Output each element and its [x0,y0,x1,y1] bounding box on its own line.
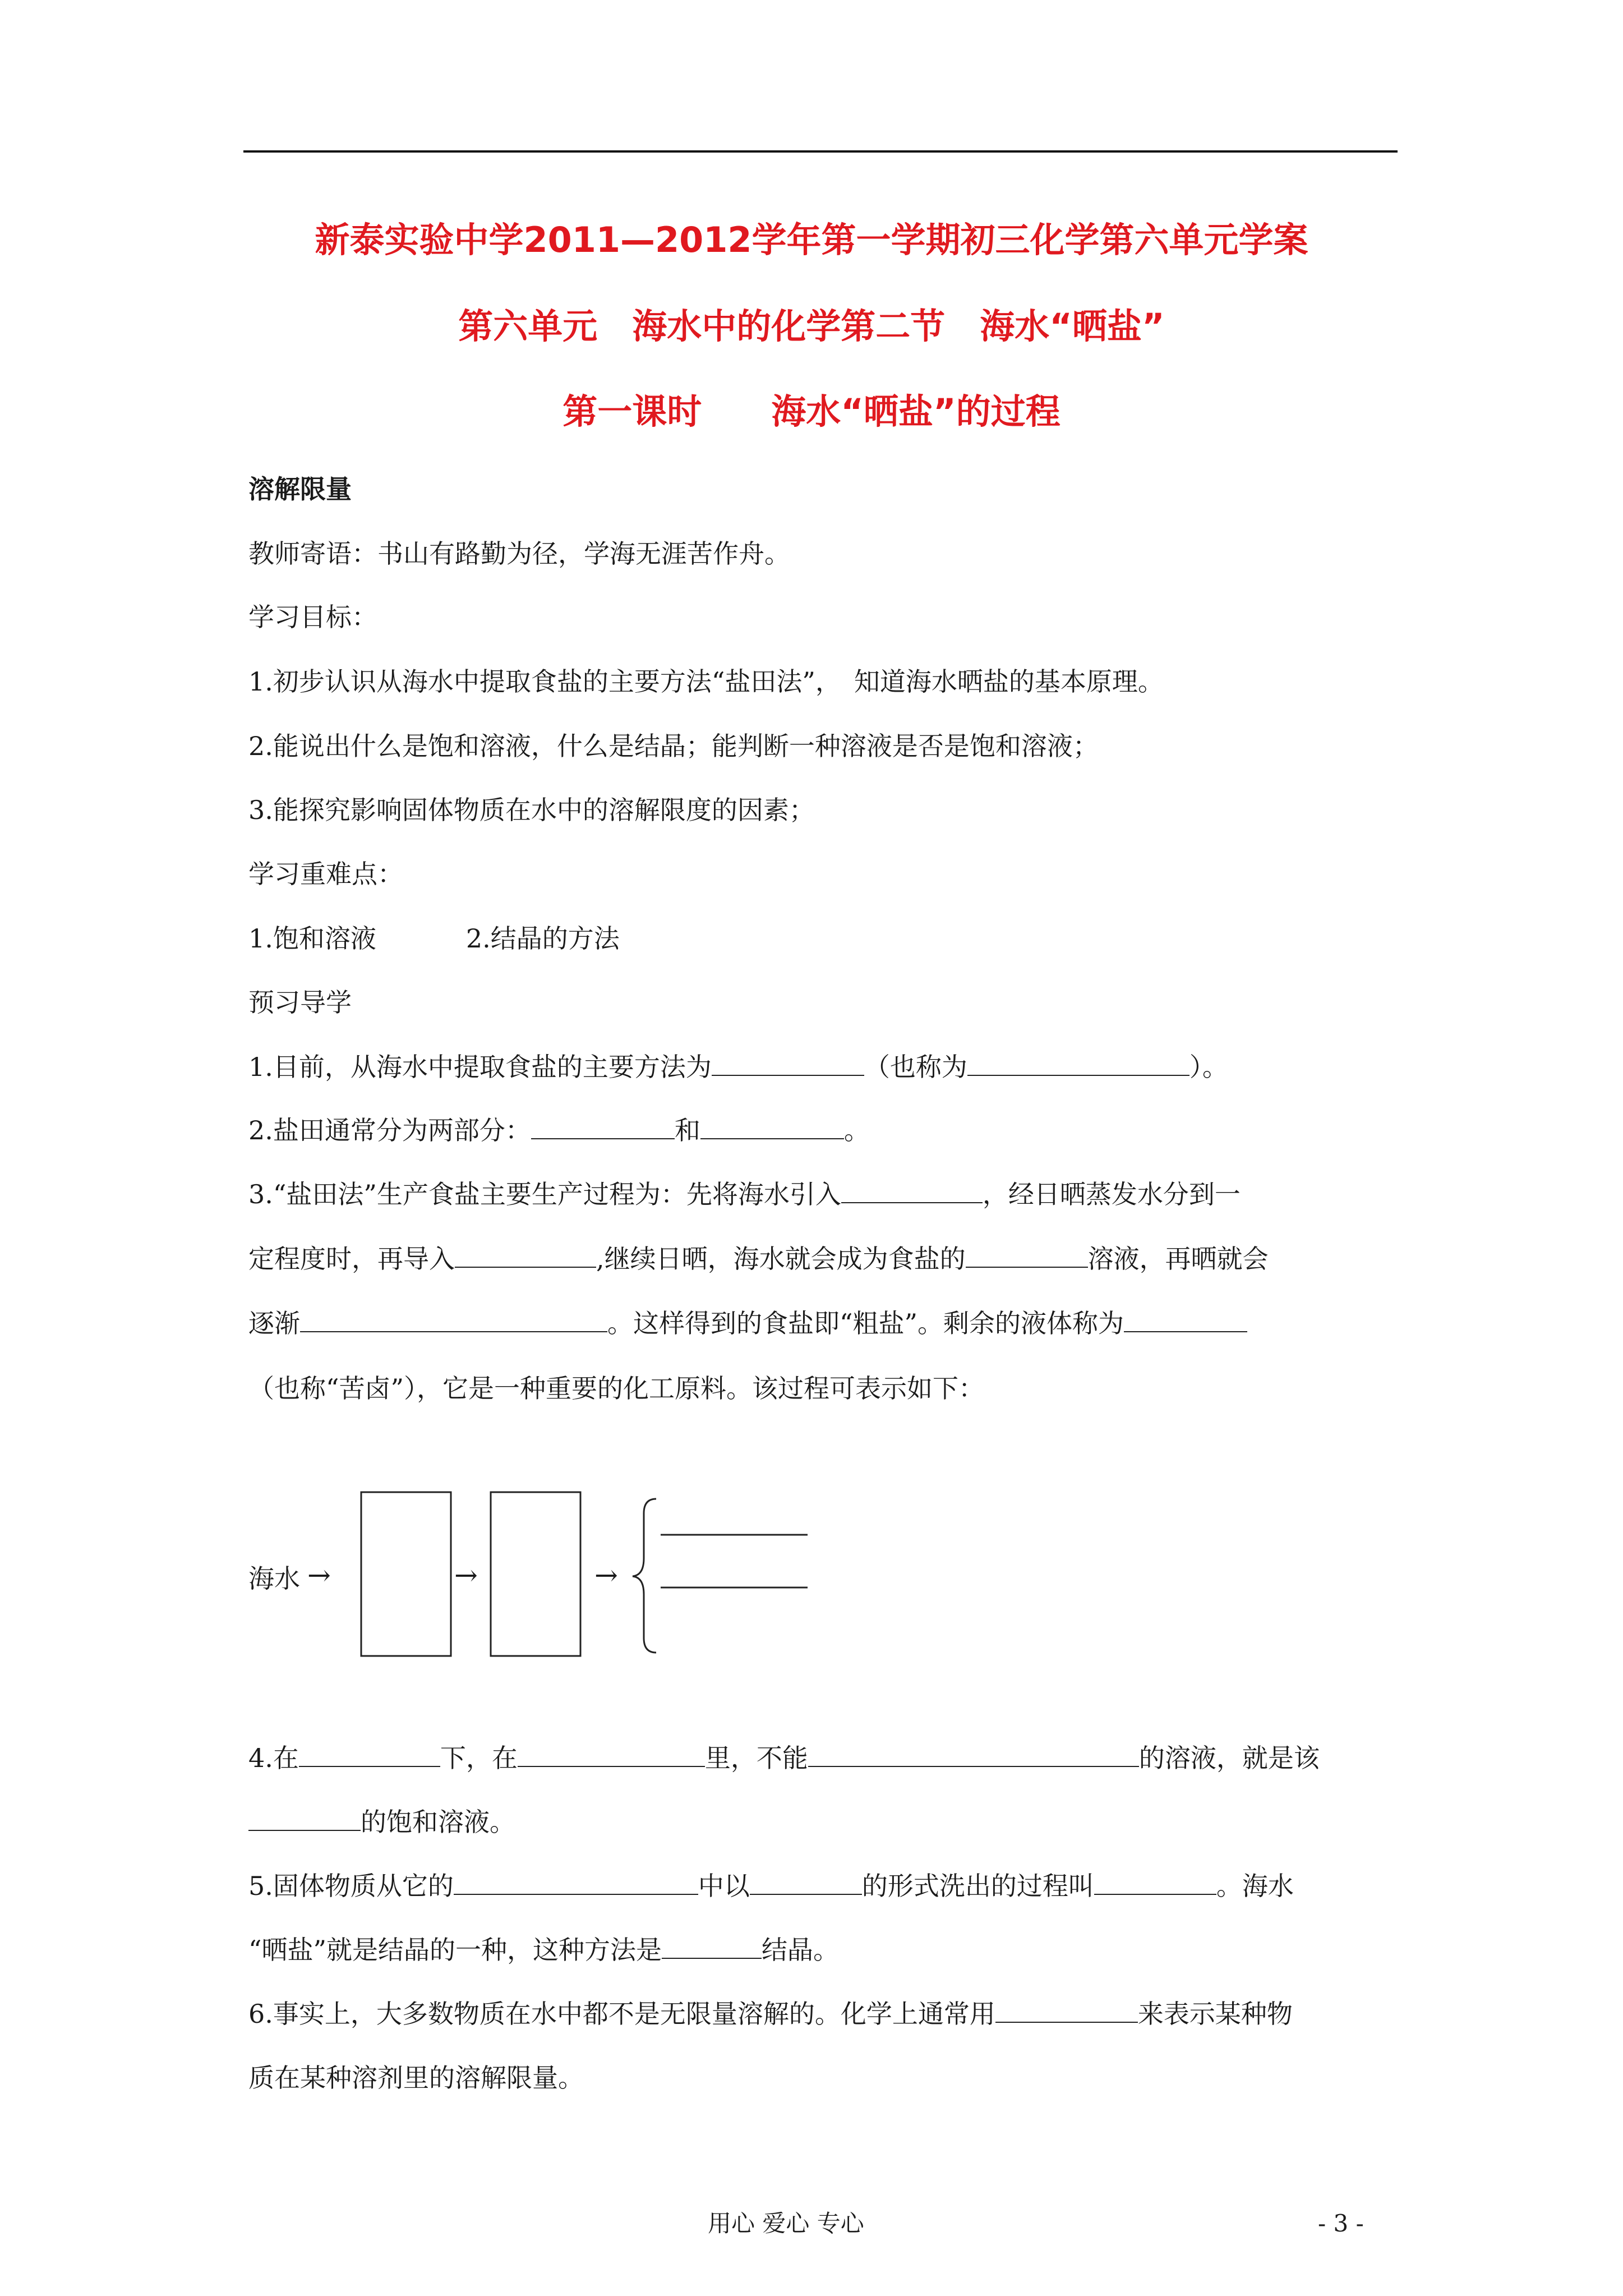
process-box-2[interactable] [491,1492,580,1656]
question-5-line-1: 5.固体物质从它的 中以 的形式洗出的过程叫 。海水 [248,1868,1294,1904]
brace-icon [633,1499,656,1653]
answer-blank[interactable] [518,1741,705,1767]
key-points-heading: 学习重难点： [248,859,403,889]
answer-blank[interactable] [299,1741,440,1767]
goal-item: 1.初步认识从海水中提取食盐的主要方法“盐田法”， 知道海水晒盐的基本原理。 [248,666,1164,697]
school-title: 新泰实验中学2011—2012学年第一学期初三化学第六单元学案 [315,219,1308,260]
question-5-line-2: “晒盐”就是结晶的一种，这种方法是 结晶。 [248,1932,839,1968]
question-3-line-1: 3.“盐田法”生产食盐主要生产过程为：先将海水引入 ，经日晒蒸发水分到一 [248,1176,1241,1212]
unit-title: 第六单元 海水中的化学第二节 海水“晒盐” [458,306,1165,347]
question-4-line-2: 的饱和溶液。 [248,1804,515,1840]
goal-item: 2.能说出什么是饱和溶液，什么是结晶；能判断一种溶液是否是饱和溶液； [248,731,1099,761]
question-3-line-3: 逐渐 。这样得到的食盐即“粗盐”。剩余的液体称为 [248,1305,1247,1341]
answer-blank[interactable] [662,1933,762,1959]
goals-heading: 学习目标： [248,602,377,632]
diagram-source-label: 海水 [248,1563,300,1594]
page-number: - 3 - [1318,2210,1364,2237]
section-title: 溶解限量 [248,474,352,504]
lesson-title: 第一课时 海水“晒盐”的过程 [562,391,1061,432]
answer-blank[interactable] [454,1869,698,1895]
teacher-quote: 教师寄语：书山有路勤为径，学海无涯苦作舟。 [248,539,790,569]
footer-motto: 用心 爱心 专心 [708,2210,864,2237]
answer-blank[interactable] [995,1997,1138,2023]
question-4-line-1: 4.在 下，在 里，不能 的溶液，就是该 [248,1740,1320,1776]
preview-heading: 预习导学 [248,987,352,1018]
arrow-icon: → [454,1559,478,1591]
arrow-icon: → [594,1559,618,1591]
arrow-icon: → [307,1559,331,1591]
key-point: 1.饱和溶液 [248,923,376,954]
answer-blank[interactable] [750,1869,862,1895]
goal-item: 3.能探究影响固体物质在水中的溶解限度的因素； [248,795,815,825]
key-point: 2.结晶的方法 [465,923,620,954]
question-3-line-2: 定程度时，再导入 ,继续日晒，海水就会成为食盐的 溶液，再晒就会 [248,1241,1269,1277]
answer-blank[interactable] [248,1805,361,1831]
question-1: 1.目前，从海水中提取食盐的主要方法为 （也称为 ）。 [248,1049,1228,1085]
answer-blank[interactable] [1094,1869,1216,1895]
answer-blank[interactable] [808,1741,1139,1767]
question-3-line-4: （也称“苦卤”），它是一种重要的化工原料。该过程可表示如下： [248,1373,985,1404]
process-box-1[interactable] [361,1492,451,1656]
question-6-line-2: 质在某种溶剂里的溶解限量。 [248,2063,584,2093]
question-2: 2.盐田通常分为两部分： 和 。 [248,1112,870,1148]
question-6-line-1: 6.事实上，大多数物质在水中都不是无限量溶解的。化学上通常用 来表示某种物 [248,1996,1293,2032]
